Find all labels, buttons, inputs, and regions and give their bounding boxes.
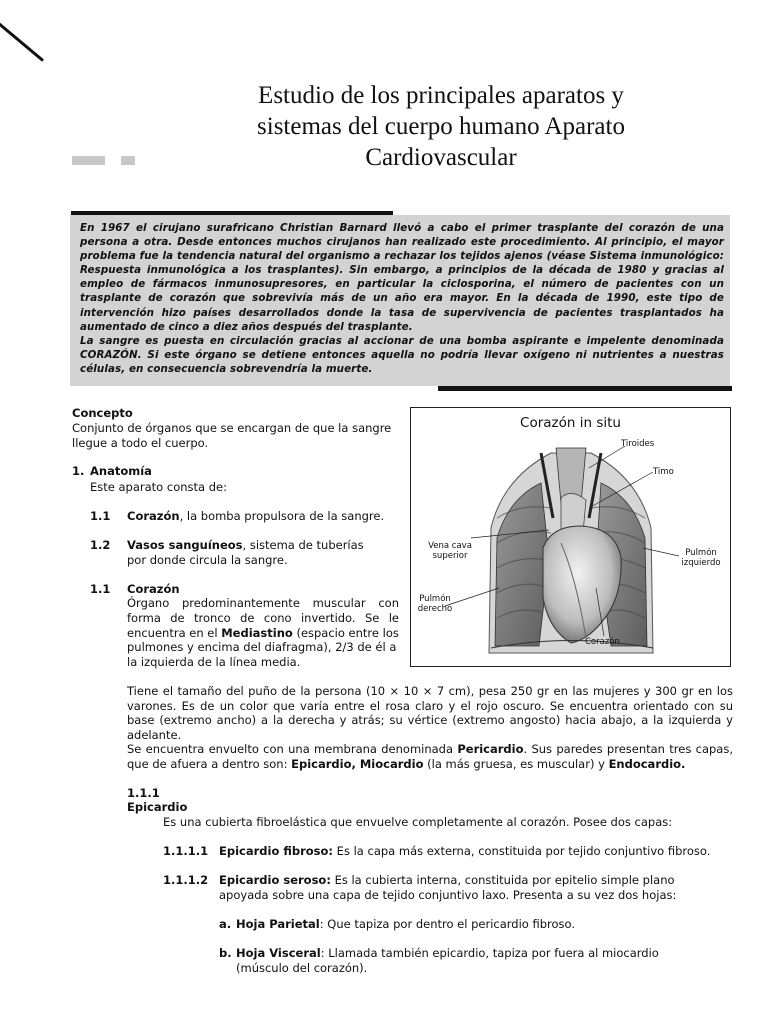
item-1-number: 1.1 [90,509,111,523]
corazon-p3-a: Se encuentra envuelto con una membrana denominada [127,742,458,756]
label-pulmon-derecho [413,594,457,614]
gray-mark-left [72,156,105,165]
corazon-line-1: Órgano predominantemente muscular con [127,596,399,610]
item-2-number: 1.2 [90,538,111,552]
corazon-line-3c: (espacio entre los [292,626,399,640]
hoja-parietal-term: Hoja Parietal [236,917,320,931]
item-2-desc: , sistema de tuberías [242,538,364,552]
concepto-line-1: Conjunto de órganos que se encargan de que la sangre [72,421,392,435]
epicardio-desc: Es una cubierta fibroelástica que envuelve completamente al corazón. Posee dos capas: [163,815,673,829]
anatomia-heading: Anatomía [90,464,152,478]
intro-text [80,221,724,376]
corazon-paragraph-3 [127,742,733,771]
epicardio-miocardio-term: Epicardio, Miocardio [291,756,424,771]
corazon-p3-c: . Sus paredes presentan tres capas, que de afuera a dentro son: [127,742,733,771]
item-1-desc: , la bomba propulsora de la sangre. [179,509,385,523]
pericardio-term: Pericardio [457,742,524,756]
page-title [200,80,682,173]
label-pulmon-izquierdo [675,548,727,568]
seroso-text [219,873,675,888]
corazon-line-4: pulmones y encima del diafragma), 2/3 de él a [127,640,397,654]
corazon-paragraph-2: Tiene el tamaño del puño de la persona (10 × 10 × 7 cm), pesa 250 gr en las mujeres y 300 gr en los varones. Es de un color que varía entre el rosa claro y el rojo oscuro. Se encuentra orientado con su base (extremo ancho) a la derecha y atrás; su vértice (extremo angosto) hacia abajo, a la izquierda y adelante. [127,684,733,742]
item-2-desc-line-2: por donde circula la sangre. [127,553,288,567]
label-pulmon-izq-line-2: izquierdo [681,558,721,568]
corazon-number: 1.1 [90,582,111,596]
label-vena-cava [425,541,475,561]
heart-figure [410,407,731,667]
corazon-line-2: forma de tronco de cono invertido. Se le [127,611,399,625]
seroso-term: Epicardio seroso: [219,873,331,887]
figure-title: Corazón in situ [520,415,621,431]
hoja-visceral-term: Hoja Visceral [236,946,321,960]
fibroso-text [219,844,710,859]
corner-diagonal-line [0,18,44,61]
concepto-line-2: llegue a todo el cuerpo. [72,436,209,450]
mediastino-term: Mediastino [221,626,293,640]
corazon-line-5: la izquierda de la línea media. [127,655,301,669]
title-line-1: Estudio de los principales aparatos y [258,82,624,109]
hoja-parietal-text [236,917,575,932]
concepto-heading: Concepto [72,406,133,420]
label-pulmon-der-line-2: derecho [417,604,453,614]
hoja-b-letter: b. [219,946,232,960]
corazon-p3-e: (la más gruesa, es muscular) y [423,756,609,771]
label-timo: Timo [653,467,674,477]
fibroso-desc: Es la capa más externa, constituida por tejido conjuntivo fibroso. [333,844,711,858]
intro-paragraph-1: En 1967 el cirujano surafricano Christian Barnard llevó a cabo el primer trasplante del corazón de una persona a otra. Desde entonces muchos cirujanos han realizado este procedimiento. Al principio, el mayor problema fue la tendencia natural del organismo a rechazar los tejidos ajenos (véase Sistema inmunológico: Respuesta inmunológica a los trasplantes). Sin embargo, a principios de la década de 1980 y gracias al empleo de fármacos inmunosupresores, en particular la ciclosporina, el número de pacientes con un trasplante de corazón que sobrevivía más de un año era mayor. En la década de 1990, este tipo de intervención hizo países desarrollados donde la tasa de supervivencia de pacientes trasplantados ha aumentado de cinco a diez años después del trasplante. [80,222,724,333]
hoja-visceral-text [236,946,659,961]
corazon-heading: Corazón [127,582,180,596]
label-pulmon-izq-line-1: Pulmón [685,548,717,558]
gray-mark-right [121,156,135,165]
title-line-2: sistemas del cuerpo humano Aparato [257,113,625,140]
item-2-term: Vasos sanguíneos [127,538,243,552]
label-corazon: Corazón [585,637,620,647]
corazon-line-3 [127,626,399,641]
label-pulmon-der-line-1: Pulmón [419,594,451,604]
seroso-desc-1: Es la cubierta interna, constituida por epitelio simple plano [330,873,675,887]
hoja-parietal-desc: : Que tapiza por dentro el pericardio fibroso. [319,917,576,931]
fibroso-number: 1.1.1.1 [163,844,209,858]
intro-paragraph-2: La sangre es puesta en circulación gracias al accionar de una bomba aspirante e impelente denominada CORAZÓN. Si este órgano se detiene entonces aquella no podría llevar oxígeno ni nutrientes a nuestras células, en consecuencia sobrevendría la muerte. [80,334,724,375]
anatomia-number: 1. [72,464,85,478]
hoja-visceral-desc-2: (músculo del corazón). [236,961,368,975]
endocardio-term: Endocardio. [608,756,686,771]
label-vena-cava-line-1: Vena cava [428,541,472,551]
intro-bottom-bar [438,386,732,391]
label-vena-cava-line-2: superior [432,551,468,561]
seroso-number: 1.1.1.2 [163,873,209,887]
seroso-desc-2: apoyada sobre una capa de tejido conjuntivo laxo. Presenta a su vez dos hojas: [219,888,677,902]
label-tiroides: Tiroides [621,439,655,449]
item-1-text [127,509,384,524]
heart-illustration [411,408,730,666]
intro-top-bar [71,211,393,215]
title-line-3: Cardiovascular [365,144,517,171]
corazon-line-3a: encuentra en el [127,626,222,640]
epicardio-heading: Epicardio [127,800,188,814]
fibroso-term: Epicardio fibroso: [219,844,334,858]
hoja-visceral-desc-1: : Llamada también epicardio, tapiza por fuera al miocardio [320,946,659,960]
item-1-term: Corazón [127,509,180,523]
hoja-a-letter: a. [219,917,232,931]
epicardio-number: 1.1.1 [127,786,160,800]
item-2-text [127,538,364,553]
anatomia-intro: Este aparato consta de: [90,480,227,494]
